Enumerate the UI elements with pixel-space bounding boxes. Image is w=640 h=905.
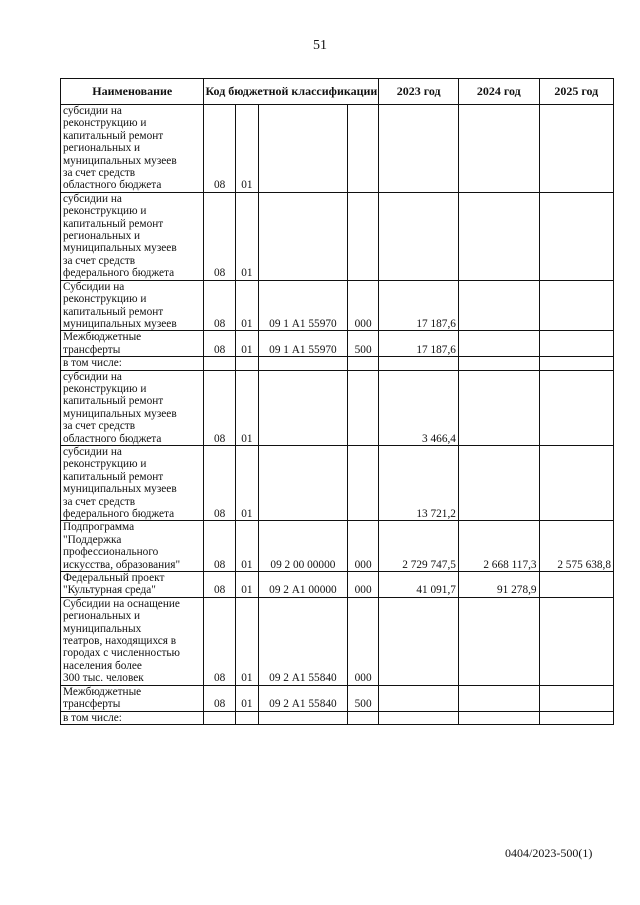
table-body <box>61 105 614 725</box>
table-row <box>61 711 614 724</box>
table-row <box>61 685 614 711</box>
table-row <box>61 105 614 193</box>
cell-2024 <box>458 280 539 331</box>
header-2025: 2025 год <box>539 79 613 105</box>
cell-section: 08 <box>204 280 235 331</box>
cell-name: в том числе: <box>61 357 204 370</box>
cell-target-article <box>258 445 347 520</box>
cell-2023 <box>379 597 459 685</box>
cell-subsection: 01 <box>235 685 258 711</box>
cell-2025 <box>539 370 613 445</box>
cell-2024 <box>458 331 539 357</box>
cell-name: Федеральный проект "Культурная среда" <box>61 572 204 598</box>
cell-section <box>204 711 235 724</box>
cell-subsection: 01 <box>235 105 258 193</box>
cell-expense-type: 000 <box>347 521 378 572</box>
cell-2025 <box>539 597 613 685</box>
cell-expense-type: 500 <box>347 685 378 711</box>
cell-name: субсидии на реконструкцию и капитальный ремонт муниципальных музеев за счет средств федерального бюджета <box>61 445 204 520</box>
cell-target-article: 09 1 А1 55970 <box>258 280 347 331</box>
cell-2023: 17 187,6 <box>379 280 459 331</box>
cell-subsection: 01 <box>235 521 258 572</box>
cell-2024 <box>458 597 539 685</box>
cell-expense-type: 500 <box>347 331 378 357</box>
cell-subsection: 01 <box>235 445 258 520</box>
cell-name: Субсидии на оснащение региональных и муниципальных театров, находящихся в городах с численностью населения более 300 тыс. человек <box>61 597 204 685</box>
cell-expense-type <box>347 192 378 280</box>
cell-2023 <box>379 192 459 280</box>
cell-section: 08 <box>204 572 235 598</box>
cell-2023 <box>379 711 459 724</box>
header-name: Наименование <box>61 79 204 105</box>
cell-expense-type: 000 <box>347 280 378 331</box>
cell-2023: 3 466,4 <box>379 370 459 445</box>
cell-2023 <box>379 685 459 711</box>
cell-2025 <box>539 280 613 331</box>
header-2023: 2023 год <box>379 79 459 105</box>
cell-name: Межбюджетные трансферты <box>61 331 204 357</box>
cell-expense-type <box>347 370 378 445</box>
cell-target-article <box>258 711 347 724</box>
cell-subsection <box>235 357 258 370</box>
footer-document-code: 0404/2023-500(1) <box>505 846 593 860</box>
cell-2025 <box>539 711 613 724</box>
cell-target-article: 09 2 А1 55840 <box>258 685 347 711</box>
cell-2024 <box>458 370 539 445</box>
cell-section: 08 <box>204 597 235 685</box>
cell-2025 <box>539 331 613 357</box>
cell-target-article: 09 2 А1 55840 <box>258 597 347 685</box>
cell-expense-type <box>347 711 378 724</box>
cell-2024 <box>458 192 539 280</box>
cell-2024: 2 668 117,3 <box>458 521 539 572</box>
cell-2024 <box>458 711 539 724</box>
table-row <box>61 192 614 280</box>
cell-2023: 2 729 747,5 <box>379 521 459 572</box>
table-row <box>61 521 614 572</box>
page-number: 51 <box>313 38 327 53</box>
cell-subsection: 01 <box>235 331 258 357</box>
cell-target-article: 09 2 А1 00000 <box>258 572 347 598</box>
cell-target-article <box>258 105 347 193</box>
cell-name: Межбюджетные трансферты <box>61 685 204 711</box>
table-row <box>61 445 614 520</box>
budget-table <box>60 78 614 725</box>
table-row <box>61 370 614 445</box>
cell-subsection: 01 <box>235 597 258 685</box>
cell-expense-type <box>347 105 378 193</box>
cell-2025 <box>539 192 613 280</box>
table-row <box>61 572 614 598</box>
cell-section: 08 <box>204 685 235 711</box>
cell-2023 <box>379 357 459 370</box>
cell-target-article <box>258 192 347 280</box>
cell-expense-type: 000 <box>347 597 378 685</box>
cell-target-article <box>258 370 347 445</box>
cell-section: 08 <box>204 445 235 520</box>
cell-subsection: 01 <box>235 192 258 280</box>
cell-subsection <box>235 711 258 724</box>
cell-section: 08 <box>204 331 235 357</box>
cell-2023: 17 187,6 <box>379 331 459 357</box>
cell-2024 <box>458 357 539 370</box>
cell-target-article <box>258 357 347 370</box>
cell-section: 08 <box>204 105 235 193</box>
cell-2025 <box>539 445 613 520</box>
cell-subsection: 01 <box>235 370 258 445</box>
table-row <box>61 597 614 685</box>
cell-target-article: 09 1 А1 55970 <box>258 331 347 357</box>
cell-expense-type <box>347 357 378 370</box>
cell-name: субсидии на реконструкцию и капитальный ремонт муниципальных музеев за счет средств областного бюджета <box>61 370 204 445</box>
cell-2024 <box>458 685 539 711</box>
cell-subsection: 01 <box>235 572 258 598</box>
cell-target-article: 09 2 00 00000 <box>258 521 347 572</box>
cell-expense-type: 000 <box>347 572 378 598</box>
cell-subsection: 01 <box>235 280 258 331</box>
cell-section: 08 <box>204 521 235 572</box>
header-2024: 2024 год <box>458 79 539 105</box>
header-code: Код бюджетной классификации <box>204 79 379 105</box>
cell-section <box>204 357 235 370</box>
cell-2023 <box>379 105 459 193</box>
table-row <box>61 357 614 370</box>
cell-section: 08 <box>204 192 235 280</box>
cell-2023: 41 091,7 <box>379 572 459 598</box>
header-row <box>61 79 614 105</box>
cell-2025 <box>539 685 613 711</box>
cell-2025: 2 575 638,8 <box>539 521 613 572</box>
cell-2023: 13 721,2 <box>379 445 459 520</box>
cell-2025 <box>539 357 613 370</box>
cell-2025 <box>539 572 613 598</box>
table-row <box>61 331 614 357</box>
cell-2025 <box>539 105 613 193</box>
cell-2024: 91 278,9 <box>458 572 539 598</box>
cell-2024 <box>458 445 539 520</box>
cell-name: Субсидии на реконструкцию и капитальный ремонт муниципальных музеев <box>61 280 204 331</box>
cell-expense-type <box>347 445 378 520</box>
cell-section: 08 <box>204 370 235 445</box>
cell-name: Подпрограмма "Поддержка профессионального искусства, образования" <box>61 521 204 572</box>
cell-name: субсидии на реконструкцию и капитальный ремонт региональных и муниципальных музеев за счет средств федерального бюджета <box>61 192 204 280</box>
cell-2024 <box>458 105 539 193</box>
cell-name: субсидии на реконструкцию и капитальный ремонт региональных и муниципальных музеев за счет средств областного бюджета <box>61 105 204 193</box>
table-row <box>61 280 614 331</box>
cell-name: в том числе: <box>61 711 204 724</box>
